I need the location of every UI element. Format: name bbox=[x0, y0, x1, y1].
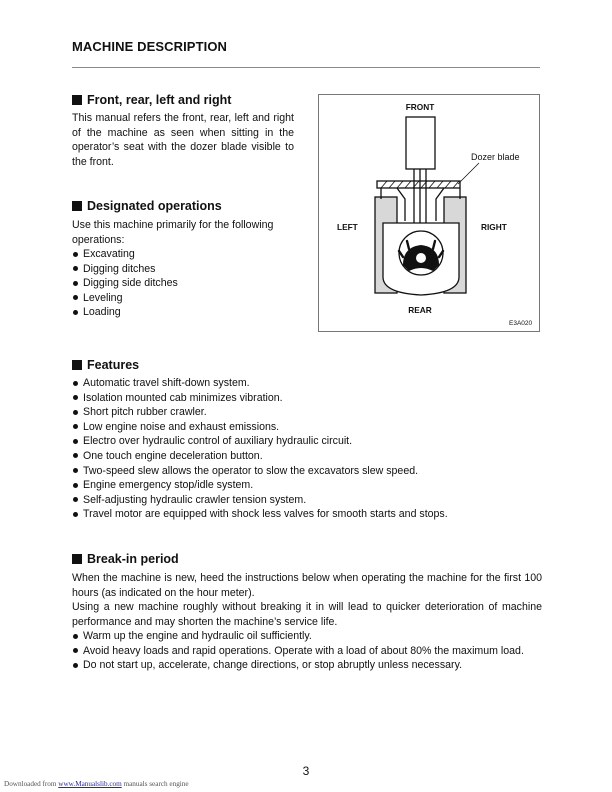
operations-intro: Use this machine primarily for the following operations: bbox=[72, 219, 274, 246]
list-item: Do not start up, accelerate, change directions, or stop abruptly unless necessary. bbox=[72, 658, 542, 673]
list-item: Travel motor are equipped with shock less valves for smooth starts and stops. bbox=[72, 507, 542, 522]
square-bullet-icon bbox=[72, 95, 82, 105]
list-item: Short pitch rubber crawler. bbox=[72, 405, 542, 420]
heading-text: Designated operations bbox=[87, 199, 222, 213]
list-item: Automatic travel shift-down system. bbox=[72, 376, 542, 391]
list-item: Isolation mounted cab minimizes vibration. bbox=[72, 391, 542, 406]
list-item: Loading bbox=[72, 305, 298, 320]
label-left: LEFT bbox=[337, 222, 358, 232]
label-right: RIGHT bbox=[481, 222, 507, 232]
section-heading-operations bbox=[72, 199, 222, 213]
page-number: 3 bbox=[302, 764, 310, 778]
orientation-body: This manual refers the front, rear, left and right of the machine as seen when sitting in the operator’s seat with the dozer blade visible to the front. bbox=[72, 112, 294, 168]
section-heading-breakin bbox=[72, 552, 179, 566]
list-item: Low engine noise and exhaust emissions. bbox=[72, 420, 542, 435]
section-heading-features bbox=[72, 358, 139, 372]
list-item: Warm up the engine and hydraulic oil sufficiently. bbox=[72, 629, 542, 644]
list-item: Self-adjusting hydraulic crawler tension system. bbox=[72, 493, 542, 508]
list-item: Digging ditches bbox=[72, 262, 298, 277]
list-item: One touch engine deceleration button. bbox=[72, 449, 542, 464]
list-item: Avoid heavy loads and rapid operations. Operate with a load of about 80% the maximum load. bbox=[72, 644, 542, 659]
footer-prefix: Downloaded from bbox=[4, 780, 57, 788]
section-heading-orientation bbox=[72, 93, 231, 107]
page-title: MACHINE DESCRIPTION bbox=[72, 39, 228, 54]
list-item: Two-speed slew allows the operator to slow the excavators slew speed. bbox=[72, 464, 542, 479]
heading-text: Break-in period bbox=[87, 552, 179, 566]
breakin-para-1: When the machine is new, heed the instructions below when operating the machine for the first 100 hours (as indicated on the hour meter). bbox=[72, 572, 542, 599]
machine-orientation-figure bbox=[318, 94, 540, 332]
download-footer bbox=[4, 780, 189, 788]
list-item: Digging side ditches bbox=[72, 276, 298, 291]
square-bullet-icon bbox=[72, 201, 82, 211]
label-rear: REAR bbox=[408, 305, 432, 315]
heading-text: Front, rear, left and right bbox=[87, 93, 232, 107]
bucket-shape bbox=[406, 117, 435, 169]
breakin-list bbox=[72, 629, 542, 673]
label-front: FRONT bbox=[405, 102, 435, 112]
features-list bbox=[72, 376, 542, 522]
footer-suffix: manuals search engine bbox=[123, 780, 189, 788]
square-bullet-icon bbox=[72, 360, 82, 370]
list-item: Leveling bbox=[72, 291, 298, 306]
heading-text: Features bbox=[87, 358, 140, 372]
list-item: Electro over hydraulic control of auxiliary hydraulic circuit. bbox=[72, 434, 542, 449]
operator-head-icon bbox=[416, 253, 426, 263]
dozer-leader-line bbox=[458, 163, 479, 184]
list-item: Excavating bbox=[72, 247, 298, 262]
list-item: Engine emergency stop/idle system. bbox=[72, 478, 542, 493]
operations-list bbox=[72, 247, 298, 320]
figure-code: E3A020 bbox=[509, 320, 533, 327]
label-dozer-blade: Dozer blade bbox=[471, 152, 520, 162]
square-bullet-icon bbox=[72, 554, 82, 564]
title-rule bbox=[72, 67, 540, 68]
manualslib-link[interactable]: www.Manualslib.com bbox=[58, 780, 122, 788]
excavator-top-view-diagram bbox=[319, 95, 539, 331]
breakin-para-2: Using a new machine roughly without breaking it in will lead to quicker deterioration of machine performance and may shorten the machine’s service life. bbox=[72, 601, 542, 628]
